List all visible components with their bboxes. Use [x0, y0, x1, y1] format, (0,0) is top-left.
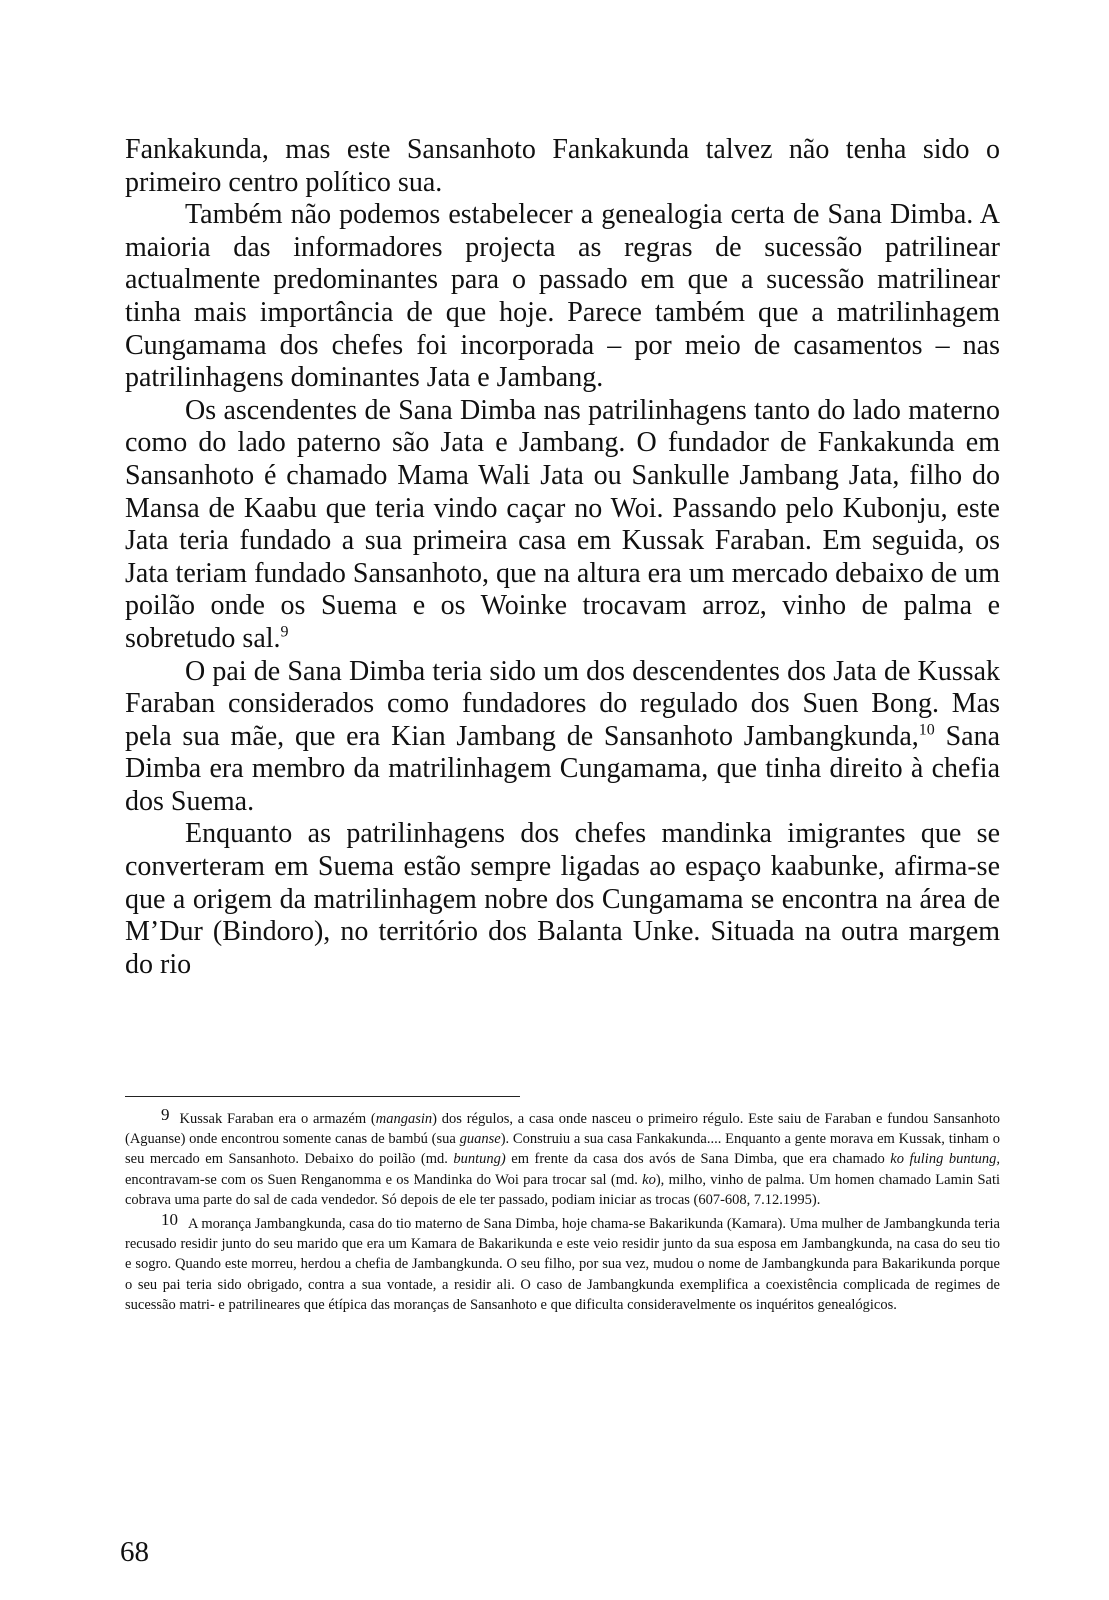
footnote-9-text-1: Kussak Faraban era o armazém (	[179, 1111, 376, 1127]
footnote-9-italic-5: ko	[642, 1171, 656, 1188]
page-number: 68	[120, 1536, 149, 1568]
paragraph-2: Também não podemos estabelecer a genealogia certa de Sana Dimba. A maioria das informadores projecta as regras de sucessão patrilinear actualmente predominantes para o passado em que a sucessão matrilinear tinha mais importância de que hoje. Parece também que a matrilinhagem Cungamama dos chefes foi incorporada – por meio de casamentos – nas patrilinhagens dominantes Jata e Jambang.	[125, 199, 1000, 394]
footnote-ref-9[interactable]: 9	[280, 623, 289, 641]
footnote-9-text-4: em frente da casa dos avós de Sana Dimba, que era chamado	[505, 1151, 891, 1168]
footnote-9-italic-2: guanse	[459, 1131, 501, 1148]
paragraph-5: Enquanto as patrilinhagens dos chefes mandinka imigrantes que se converteram em Suema estão sempre ligadas ao espaço kaabunke, afirma-se que a origem da matrilinhagem nobre dos Cungamama se encontra na área de M’Dur (Bindoro), no território dos Balanta Unke. Situada na outra margem do rio	[125, 818, 1000, 980]
footnote-9-italic-1: mangasin	[375, 1111, 433, 1127]
footnote-10	[125, 1210, 1000, 1315]
paragraph-4-text-a: O pai de Sana Dimba teria sido um dos descendentes dos Jata de Kussak Faraban considerados como fundadores do regulado dos Suen Bong. Mas pela sua mãe, que era Kian Jambang de Sansanhoto Jambangkunda,	[125, 655, 1000, 752]
footnote-9-number: 9	[161, 1105, 170, 1124]
footnote-9	[125, 1105, 1000, 1210]
paragraph-3	[125, 395, 1000, 656]
paragraph-3-text: Os ascendentes de Sana Dimba nas patrilinhagens tanto do lado materno como do lado paterno são Jata e Jambang. O fundador de Fankakunda em Sansanhoto é chamado Mama Wali Jata ou Sankulle Jambang Jata, filho do Mansa de Kaabu que teria vindo caçar no Woi. Passando pelo Kubonju, este Jata teria fundado a sua primeira casa em Kussak Faraban. Em seguida, os Jata teriam fundado Sansanhoto, que na altura era um mercado debaixo de um poilão onde os Suema e os Woinke trocavam arroz, vinho de palma e sobretudo sal.	[125, 394, 1000, 654]
footnote-ref-10[interactable]: 10	[918, 721, 935, 739]
paragraph-4	[125, 656, 1000, 819]
footnote-10-number: 10	[161, 1210, 178, 1230]
footnote-9-italic-4: ko fuling buntung,	[890, 1151, 1000, 1168]
footnote-9-text-2: ) dos régulos, a casa onde nasceu o primeiro régulo. Este saiu de Faraban e fundou Sansanhoto (Aguanse) onde encontrou somente canas de bambú (sua	[125, 1111, 1000, 1148]
footnote-9-text-5: encontravam-se com os Suen Renganomma e os Mandinka do Woi para trocar sal (md.	[125, 1171, 643, 1188]
footnote-separator	[125, 1096, 520, 1097]
footnote-10-text: A morança Jambangkunda, casa do tio materno de Sana Dimba, hoje chama-se Bakarikunda (Kamara). Uma mulher de Jambangkunda teria recusado residir junto do seu marido que era um Kamara de Bakarikunda e este veio residir junto da sua esposa em Jambangkunda, na casa do seu tio e sogro. Quando este morreu, herdou a chefia de Jambangkunda. O seu filho, por sua vez, mudou o nome de Jambangkunda para Bakarikunda porque o seu pai teria sido obrigado, contra a sua vontade, a residir ali. O caso de Jambangkunda exemplifica a coexistência complicada de regimes de sucessão matri- e patrilineares que étípica das moranças de Sansanhoto e que dificulta consideravelmente os inquéritos genealógicos.	[125, 1216, 1000, 1313]
paragraph-4-text-b: Sana Dimba era membro da matrilinhagem Cungamama, que tinha direito à chefia dos Suema.	[125, 720, 1000, 817]
footnote-9-text-3: ). Construiu a sua casa Fankakunda.... Enquanto a gente morava em Kussak, tinham o seu mercado em Sansanhoto. Debaixo do poilão (md.	[125, 1131, 1000, 1168]
paragraph-1: Fankakunda, mas este Sansanhoto Fankakunda talvez não tenha sido o primeiro centro político sua.	[125, 134, 1000, 198]
footnotes	[125, 1105, 1000, 1315]
footnote-9-italic-3: buntung)	[453, 1151, 506, 1168]
footnote-9-text-6: ), milho, vinho de palma. Um homen chamado Lamin Sati cobrava uma parte do sal de cada vendedor. Só depois de ele ter passado, podiam iniciar as trocas (607-608, 7.12.1995).	[125, 1171, 1000, 1208]
main-text	[125, 134, 1000, 981]
